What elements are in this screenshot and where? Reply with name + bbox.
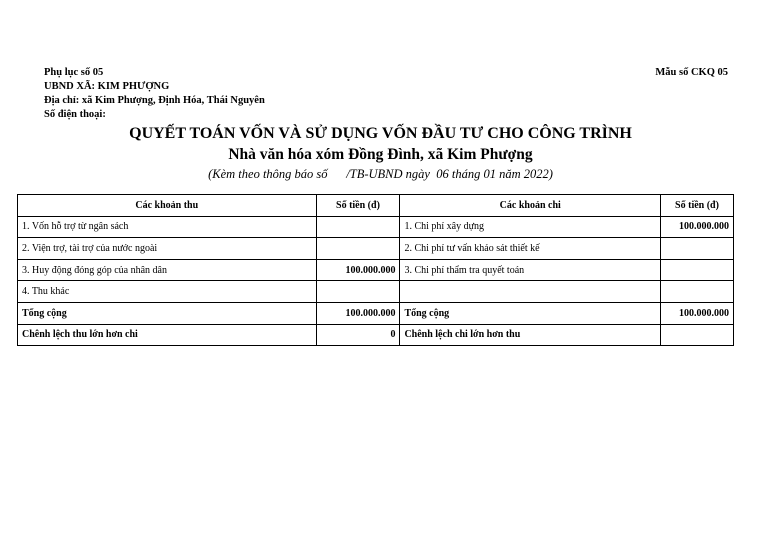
income-item: 1. Vốn hỗ trợ từ ngân sách <box>18 216 317 238</box>
income-item: 4. Thu khác <box>18 281 317 303</box>
income-item: 2. Viện trợ, tài trợ của nước ngoài <box>18 238 317 260</box>
expense-item: 2. Chi phí tư vấn khảo sát thiết kế <box>400 238 661 260</box>
expense-surplus-label: Chênh lệch chi lớn hơn thu <box>400 324 661 346</box>
header-income-items: Các khoản thu <box>18 195 317 217</box>
income-amount <box>316 281 400 303</box>
income-item: 3. Huy động đóng góp của nhân dân <box>18 259 317 281</box>
appendix-label: Phụ lục số 05 <box>44 67 104 78</box>
expense-item: 3. Chi phí thẩm tra quyết toán <box>400 259 661 281</box>
expense-amount <box>661 238 734 260</box>
table-header-row <box>18 195 734 217</box>
expense-item: 1. Chi phí xây dựng <box>400 216 661 238</box>
expense-amount <box>661 259 734 281</box>
difference-row <box>18 324 734 346</box>
income-amount: 100.000.000 <box>316 259 400 281</box>
table-row <box>18 216 734 238</box>
settlement-table <box>17 194 734 346</box>
reference-note: (Kèm theo thông báo số /TB-UBND ngày 06 tháng 01 năm 2022) <box>208 167 553 181</box>
income-amount <box>316 238 400 260</box>
form-code: Mẫu số CKQ 05 <box>655 67 728 78</box>
total-row <box>18 302 734 324</box>
header-expense-amount: Số tiền (đ) <box>661 195 734 217</box>
expense-amount: 100.000.000 <box>661 216 734 238</box>
expense-item <box>400 281 661 303</box>
address-line: Địa chỉ: xã Kim Phượng, Định Hóa, Thái Nguyên <box>44 95 265 106</box>
organization-name: UBND XÃ: KIM PHƯỢNG <box>44 81 170 92</box>
header-expense-items: Các khoản chi <box>400 195 661 217</box>
expense-amount <box>661 281 734 303</box>
income-total-label: Tổng cộng <box>18 302 317 324</box>
project-name: Nhà văn hóa xóm Đồng Đình, xã Kim Phượng <box>228 146 533 163</box>
income-surplus-label: Chênh lệch thu lớn hơn chi <box>18 324 317 346</box>
document-title: QUYẾT TOÁN VỐN VÀ SỬ DỤNG VỐN ĐẦU TƯ CHO CÔNG TRÌNH <box>129 125 632 142</box>
header-income-amount: Số tiền (đ) <box>316 195 400 217</box>
table-row <box>18 238 734 260</box>
expense-total-label: Tổng cộng <box>400 302 661 324</box>
expense-surplus-amount <box>661 324 734 346</box>
income-surplus-amount: 0 <box>316 324 400 346</box>
expense-total-amount: 100.000.000 <box>661 302 734 324</box>
phone-line: Số điện thoại: <box>44 109 106 120</box>
income-total-amount: 100.000.000 <box>316 302 400 324</box>
income-amount <box>316 216 400 238</box>
table-row <box>18 281 734 303</box>
table-row <box>18 259 734 281</box>
